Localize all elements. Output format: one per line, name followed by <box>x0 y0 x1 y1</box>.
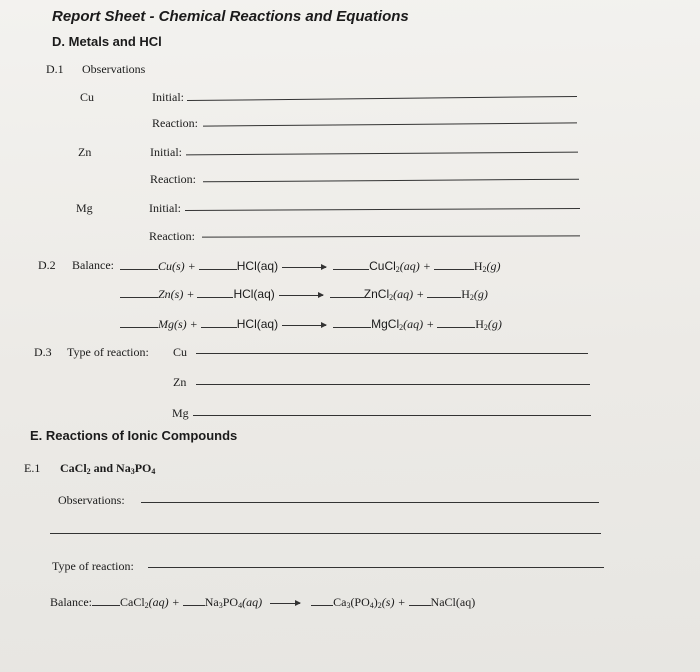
d1-metal-zn: Zn <box>78 145 92 159</box>
reaction-arrow-icon <box>279 295 323 296</box>
coef-blank[interactable] <box>333 316 371 328</box>
d3-metal-cu: Cu <box>173 345 188 359</box>
d1-mg-reaction-line[interactable] <box>202 235 580 237</box>
coef-blank[interactable] <box>120 286 158 298</box>
d1-zn-reaction-label: Reaction: <box>150 172 196 186</box>
coef-blank[interactable] <box>120 316 158 328</box>
coef-blank[interactable] <box>183 594 205 606</box>
coef-blank[interactable] <box>199 258 237 270</box>
coef-blank[interactable] <box>311 594 333 606</box>
d3-metal-zn: Zn <box>173 375 187 389</box>
e1-type-label: Type of reaction: <box>52 559 134 573</box>
d1-metal-cu: Cu <box>80 90 95 104</box>
reaction-arrow-icon <box>282 267 326 268</box>
d2-equation-mg: Mg(s) + HCl(aq) MgCl$_2$(aq) + $H_2(g)$ <box>120 316 502 332</box>
section-d-heading: D. Metals and HCl <box>52 34 162 49</box>
coef-blank[interactable] <box>201 316 237 328</box>
d1-label: D.1 <box>46 62 64 76</box>
reaction-arrow-icon <box>282 325 326 326</box>
d1-zn-initial-label: Initial: <box>150 145 182 159</box>
reaction-arrow-icon <box>270 603 300 604</box>
e1-observations-label: Observations: <box>58 493 125 507</box>
d3-metal-mg: Mg <box>172 406 189 420</box>
page-title: Report Sheet - Chemical Reactions and Equations <box>52 8 409 25</box>
section-e-heading: E. Reactions of Ionic Compounds <box>30 428 238 443</box>
e1-observations-line-1[interactable] <box>141 502 599 503</box>
d1-mg-initial-line[interactable] <box>185 208 580 211</box>
d3-heading: Type of reaction: <box>67 345 149 359</box>
d3-cu-line[interactable] <box>196 353 588 354</box>
d1-cu-reaction-label: Reaction: <box>152 116 198 130</box>
coef-blank[interactable] <box>437 316 475 328</box>
d2-balance-label: Balance: <box>72 258 114 272</box>
d1-mg-reaction-label: Reaction: <box>149 229 195 243</box>
coef-blank[interactable] <box>409 594 431 606</box>
e1-equation: Balance: CaCl$_2$(aq) + $Na_3PO_4(aq) Ca_3(PO_4)_2(s)$ + NaCl(aq) <box>50 595 476 610</box>
d1-mg-initial-label: Initial: <box>149 201 181 215</box>
d2-equation-zn: Zn(s) + HCl(aq) ZnCl$_2$(aq) + $H_2(g)$ <box>120 286 488 302</box>
d2-label: D.2 <box>38 258 56 272</box>
e1-heading: CaCl$_2$ and $Na_3PO_4$ <box>60 461 156 476</box>
coef-blank[interactable] <box>434 258 474 270</box>
coef-blank[interactable] <box>197 286 233 298</box>
coef-blank[interactable] <box>120 258 158 270</box>
e1-type-line[interactable] <box>148 567 604 568</box>
coef-blank[interactable] <box>330 286 364 298</box>
d3-mg-line[interactable] <box>193 415 591 416</box>
coef-blank[interactable] <box>92 594 120 606</box>
d3-zn-line[interactable] <box>196 384 590 385</box>
coef-blank[interactable] <box>333 258 369 270</box>
d1-zn-reaction-line[interactable] <box>203 179 579 183</box>
d3-label: D.3 <box>34 345 52 359</box>
d1-heading: Observations <box>82 62 146 76</box>
d1-zn-initial-line[interactable] <box>186 152 578 156</box>
d1-cu-initial-line[interactable] <box>187 96 577 101</box>
d2-equation-cu: Cu(s) + HCl(aq) CuCl$_2$(aq) + $H_2(g)$ <box>120 258 501 274</box>
coef-blank[interactable] <box>427 286 461 298</box>
e1-label: E.1 <box>24 461 41 475</box>
e1-observations-line-2[interactable] <box>50 533 601 534</box>
d1-cu-reaction-line[interactable] <box>203 122 577 126</box>
d1-cu-initial-label: Initial: <box>152 90 184 104</box>
d1-metal-mg: Mg <box>76 201 93 215</box>
